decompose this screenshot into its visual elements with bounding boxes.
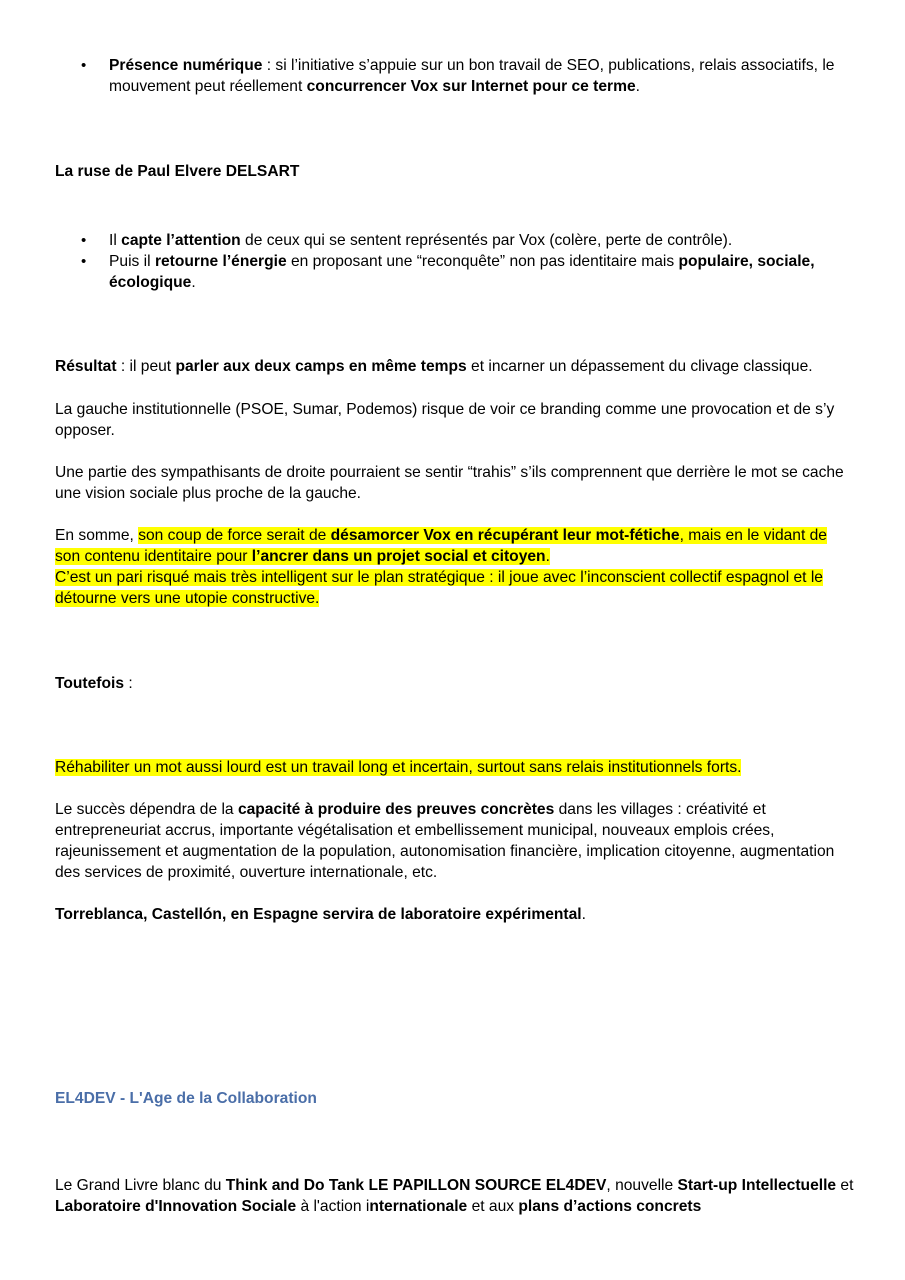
ruse-bullet-list (55, 230, 889, 293)
text: à l'action i (296, 1198, 370, 1215)
text: . (581, 906, 586, 923)
text: et aux (467, 1198, 519, 1215)
heading-text: EL4DEV - L'Age de la Collaboration (55, 1090, 317, 1107)
bold-text: Think and Do Tank LE PAPILLON SOURCE EL4DEV (225, 1177, 607, 1194)
ruse-heading (55, 161, 855, 182)
text: . (635, 78, 640, 95)
highlighted-text: Réhabiliter un mot aussi lourd est un travail long et incertain, surtout sans relais institutionnels forts. (55, 759, 742, 776)
bold-text: l’ancrer dans un projet social et citoyen (251, 548, 546, 565)
bold-text: parler aux deux camps en même temps (175, 358, 467, 375)
toutefois-paragraph (55, 673, 855, 694)
droite-paragraph: Une partie des sympathisants de droite pourraient se sentir “trahis” s’ils comprennent que derrière le mot se cache une vision sociale plus proche de la gauche. (55, 464, 844, 502)
bold-text: Start-up Intellectuelle (677, 1177, 837, 1194)
text: Il (109, 232, 122, 249)
text: Le succès dépendra de la (55, 801, 238, 818)
text: . (545, 548, 550, 565)
text: son coup de force serait de (138, 527, 331, 544)
succes-paragraph (55, 799, 850, 883)
grand-livre-paragraph (55, 1175, 855, 1217)
bold-text: populaire, sociale, écologique (109, 253, 815, 291)
list-item-retourne-energie (109, 251, 889, 293)
bold-text: nternationale (369, 1198, 468, 1215)
bold-text: Résultat (55, 358, 117, 375)
en-somme-paragraph (55, 525, 855, 609)
text: et incarner un dépassement du clivage classique. (466, 358, 813, 375)
text: et (836, 1177, 854, 1194)
text: En somme, (55, 527, 139, 544)
torreblanca-paragraph (55, 904, 855, 925)
bold-text: désamorcer Vox en récupérant leur mot-fétiche (330, 527, 680, 544)
text: : si l’initiative s’appuie sur un bon travail de SEO, publications, relais associatifs, le mouvement peut réellement (109, 57, 835, 95)
bold-text: concurrencer Vox sur Internet pour ce terme (306, 78, 636, 95)
text: : il peut (116, 358, 176, 375)
highlighted-text: C’est un pari risqué mais très intelligent sur le plan stratégique : il joue avec l’inconscient collectif espagnol et le détourne vers une utopie constructive. (55, 569, 823, 607)
bold-text: capacité à produire des preuves concrètes (237, 801, 555, 818)
resultat-paragraph (55, 356, 855, 377)
top-bullet-list (55, 55, 889, 97)
gauche-paragraph: La gauche institutionnelle (PSOE, Sumar, Podemos) risque de voir ce branding comme une provocation et de s’y opposer. (55, 401, 835, 439)
text: , nouvelle (606, 1177, 678, 1194)
text: . (191, 274, 196, 291)
highlighted-text (55, 527, 827, 565)
text: Puis il (109, 253, 155, 270)
text: de ceux qui se sentent représentés par Vox (colère, perte de contrôle). (240, 232, 733, 249)
text: dans les villages : créativité et entrepreneuriat accrus, importante végétalisation et embellissement municipal, nouveaux emplois crées, rajeunissement et augmentation de la population, autonomisation financière, implication citoyenne, augmentation des services de proximité, ouverture internationale, etc. (55, 801, 835, 881)
text: Le Grand Livre blanc du (55, 1177, 226, 1194)
text: en proposant une “reconquête” non pas identitaire mais (286, 253, 679, 270)
bold-text: Présence numérique (109, 57, 263, 74)
text: , mais en le vidant de son contenu identitaire pour (55, 527, 827, 565)
bold-text: Torreblanca, Castellón, en Espagne servira de laboratoire expérimental (55, 906, 582, 923)
bold-text: Toutefois (55, 675, 125, 692)
el4dev-heading (55, 1088, 855, 1109)
bold-text: capte l’attention (121, 232, 241, 249)
rehabiliter-paragraph (55, 757, 855, 778)
bold-text: plans d’actions concrets (518, 1198, 702, 1215)
list-item-capte-attention (109, 230, 889, 251)
bold-text: retourne l’énergie (154, 253, 287, 270)
text: : (124, 675, 133, 692)
heading-text: La ruse de Paul Elvere DELSART (55, 163, 300, 180)
list-item-presence-numerique (109, 55, 889, 97)
bold-text: Laboratoire d'Innovation Sociale (55, 1198, 297, 1215)
